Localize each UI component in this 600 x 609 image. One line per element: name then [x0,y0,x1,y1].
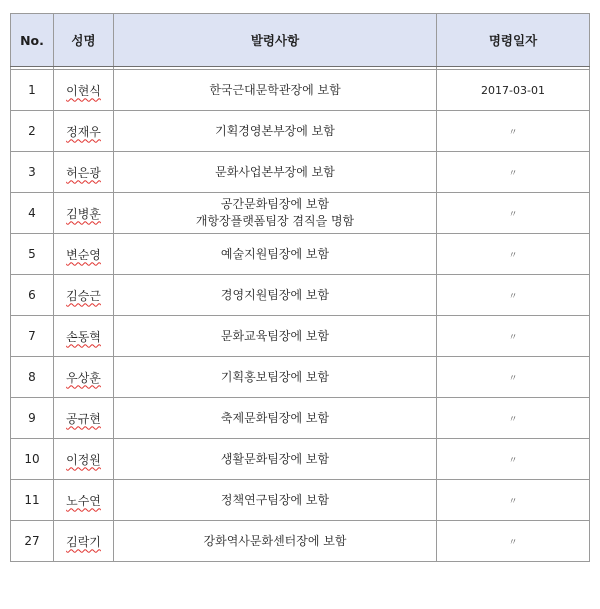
header-appointment: 발령사항 [114,14,437,67]
table-row [11,193,590,234]
header-date: 명령일자 [437,14,590,67]
appointment-text: 경영지원팀장에 보함 [220,287,330,302]
row-appointment-cell [114,357,437,398]
row-name-cell [54,316,114,357]
row-appointment-cell [114,275,437,316]
row-appointment-cell [114,439,437,480]
row-number: 11 [11,480,54,521]
person-name: 정재우 [66,124,101,139]
appointment-text: 문화사업본부장에 보함 [215,164,335,179]
row-order-date: 〃 [437,234,590,275]
table-row [11,152,590,193]
table-row [11,275,590,316]
row-number: 4 [11,193,54,234]
table-row [11,357,590,398]
row-name-cell [54,275,114,316]
appointment-text: 정책연구팀장에 보함 [220,492,330,507]
person-name: 이현식 [66,83,101,98]
appointment-text: 개항장플랫폼팀장 겸직을 명함 [195,214,355,228]
row-name-cell [54,480,114,521]
table-row [11,111,590,152]
row-number: 2 [11,111,54,152]
row-number: 3 [11,152,54,193]
row-appointment-cell [114,152,437,193]
table-row [11,521,590,562]
row-name-cell [54,439,114,480]
row-name-cell [54,357,114,398]
row-number: 5 [11,234,54,275]
row-order-date: 〃 [437,398,590,439]
person-name: 노수연 [66,493,101,508]
row-order-date: 〃 [437,111,590,152]
row-order-date: 〃 [437,439,590,480]
appointment-text: 예술지원팀장에 보함 [220,246,330,261]
row-name-cell [54,70,114,111]
appointment-text: 축제문화팀장에 보함 [220,410,330,425]
row-appointment-cell [114,70,437,111]
row-appointment-cell [114,398,437,439]
row-name-cell [54,111,114,152]
row-name-cell [54,193,114,234]
row-order-date: 〃 [437,193,590,234]
row-order-date: 〃 [437,316,590,357]
row-number: 10 [11,439,54,480]
row-appointment-cell [114,480,437,521]
row-number: 7 [11,316,54,357]
row-order-date: 〃 [437,357,590,398]
row-appointment-cell [114,111,437,152]
person-name: 우상훈 [66,370,101,385]
person-name: 이정원 [66,452,101,467]
table-row [11,398,590,439]
appointment-text: 공간문화팀장에 보함 [220,197,330,211]
row-name-cell [54,398,114,439]
row-name-cell [54,234,114,275]
row-order-date: 〃 [437,521,590,562]
row-order-date: 〃 [437,275,590,316]
header-name: 성명 [54,14,114,67]
row-order-date: 〃 [437,152,590,193]
row-name-cell [54,152,114,193]
table-row [11,439,590,480]
header-row [11,14,590,67]
person-name: 손동혁 [66,329,101,344]
row-name-cell [54,521,114,562]
person-name: 공규현 [66,411,101,426]
row-order-date: 〃 [437,480,590,521]
person-name: 변순영 [66,247,101,262]
table-row [11,70,590,111]
row-appointment-cell [114,193,437,234]
appointment-text: 한국근대문학관장에 보함 [209,82,341,97]
row-appointment-cell [114,521,437,562]
row-appointment-cell [114,234,437,275]
appointment-text: 생활문화팀장에 보함 [220,451,330,466]
table-row [11,480,590,521]
person-name: 김승근 [66,288,101,303]
row-number: 6 [11,275,54,316]
appointment-table [10,13,590,562]
table-row [11,234,590,275]
appointment-text: 문화교육팀장에 보함 [220,328,330,343]
row-number: 1 [11,70,54,111]
appointment-text: 기획경영본부장에 보함 [215,123,335,138]
person-name: 김병훈 [66,206,101,221]
table-row [11,316,590,357]
person-name: 허은광 [66,165,101,180]
row-number: 27 [11,521,54,562]
appointment-text: 강화역사문화센터장에 보함 [203,533,347,548]
row-order-date: 2017-03-01 [437,70,590,111]
header-no: No. [11,14,54,67]
row-appointment-cell [114,316,437,357]
person-name: 김락기 [66,534,101,549]
appointment-text: 기획홍보팀장에 보함 [220,369,330,384]
row-number: 9 [11,398,54,439]
row-number: 8 [11,357,54,398]
